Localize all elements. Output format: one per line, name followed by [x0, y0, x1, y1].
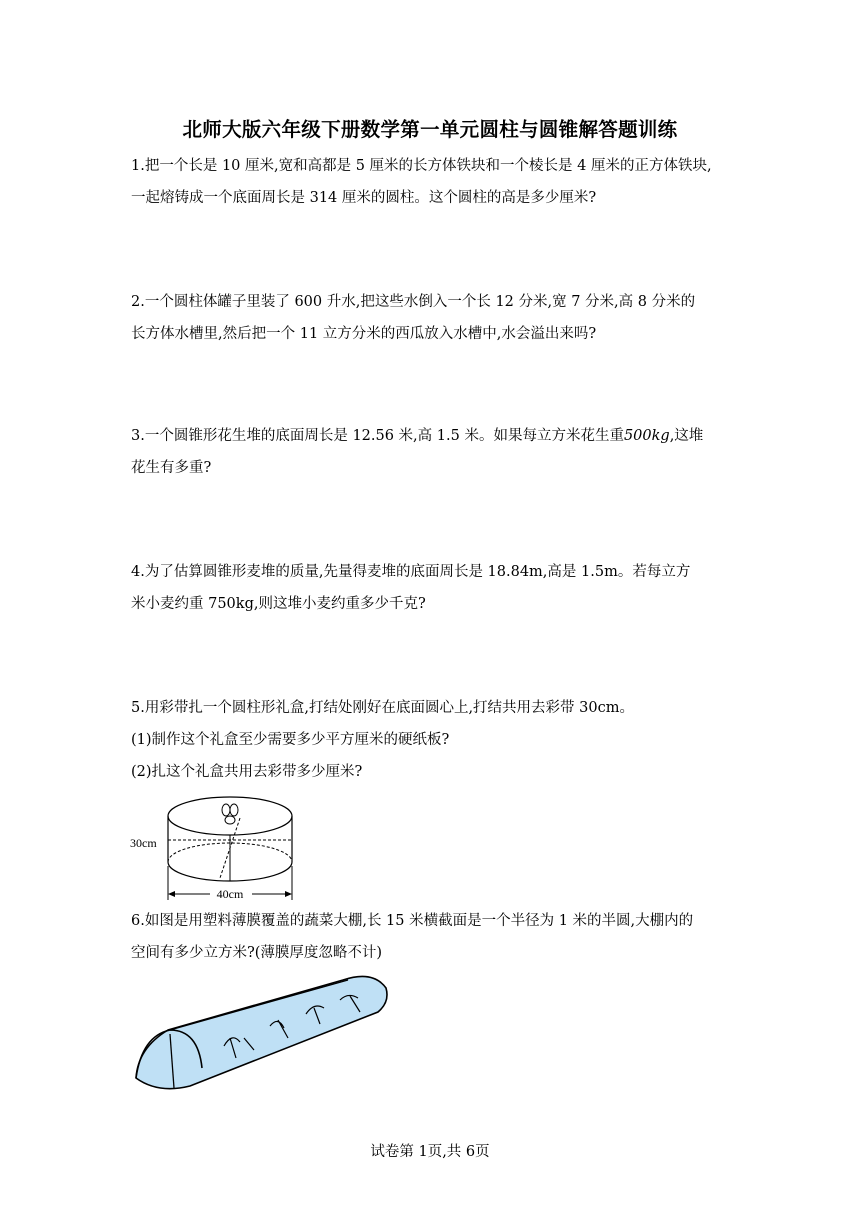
question-subpart: (1)制作这个礼盒至少需要多少平方厘米的硬纸板? — [131, 732, 450, 748]
question-4 — [131, 556, 731, 620]
question-text-line: 5.用彩带扎一个圆柱形礼盒,打结处刚好在底面圆心上,打结共用去彩带 30cm。 — [131, 700, 634, 716]
question-6 — [131, 905, 731, 969]
greenhouse-figure — [128, 968, 398, 1098]
question-3 — [131, 420, 731, 484]
width-label: 40cm — [216, 887, 244, 901]
cylinder-gift-box-figure — [128, 790, 308, 902]
question-1 — [131, 150, 731, 214]
question-text-line: 长方体水槽里,然后把一个 11 立方分米的西瓜放入水槽中,水会溢出来吗? — [131, 326, 597, 342]
question-text-line: 4.为了估算圆锥形麦堆的质量,先量得麦堆的底面周长是 18.84m,高是 1.5m。若每立方 — [131, 564, 691, 580]
question-text-line: 米小麦约重 750kg,则这堆小麦约重多少千克? — [131, 596, 426, 612]
math-expression: 500kg — [623, 428, 670, 444]
question-text-line: 空间有多少立方米?(薄膜厚度忽略不计) — [131, 945, 383, 961]
height-label: 30cm — [130, 836, 157, 850]
question-text-line: 3.一个圆锥形花生堆的底面周长是 12.56 米,高 1.5 米。如果每立方米花生重500kg,这堆 — [131, 428, 704, 444]
question-subpart: (2)扎这个礼盒共用去彩带多少厘米? — [131, 764, 363, 780]
question-2 — [131, 286, 731, 350]
question-text-line: 花生有多重? — [131, 460, 212, 476]
question-text-line: 一起熔铸成一个底面周长是 314 厘米的圆柱。这个圆柱的高是多少厘米? — [131, 190, 597, 206]
page-footer: 试卷第 1页,共 6页 — [370, 1144, 490, 1160]
question-text-line: 6.如图是用塑料薄膜覆盖的蔬菜大棚,长 15 米横截面是一个半径为 1 米的半圆,大棚内的 — [131, 913, 694, 929]
question-text-line: 2.一个圆柱体罐子里装了 600 升水,把这些水倒入一个长 12 分米,宽 7 分米,高 8 分米的 — [131, 294, 696, 310]
page-title: 北师大版六年级下册数学第一单元圆柱与圆锥解答题训练 — [182, 118, 678, 141]
question-5 — [131, 692, 731, 788]
question-text-line: 1.把一个长是 10 厘米,宽和高都是 5 厘米的长方体铁块和一个棱长是 4 厘米的正方体铁块, — [131, 158, 712, 174]
